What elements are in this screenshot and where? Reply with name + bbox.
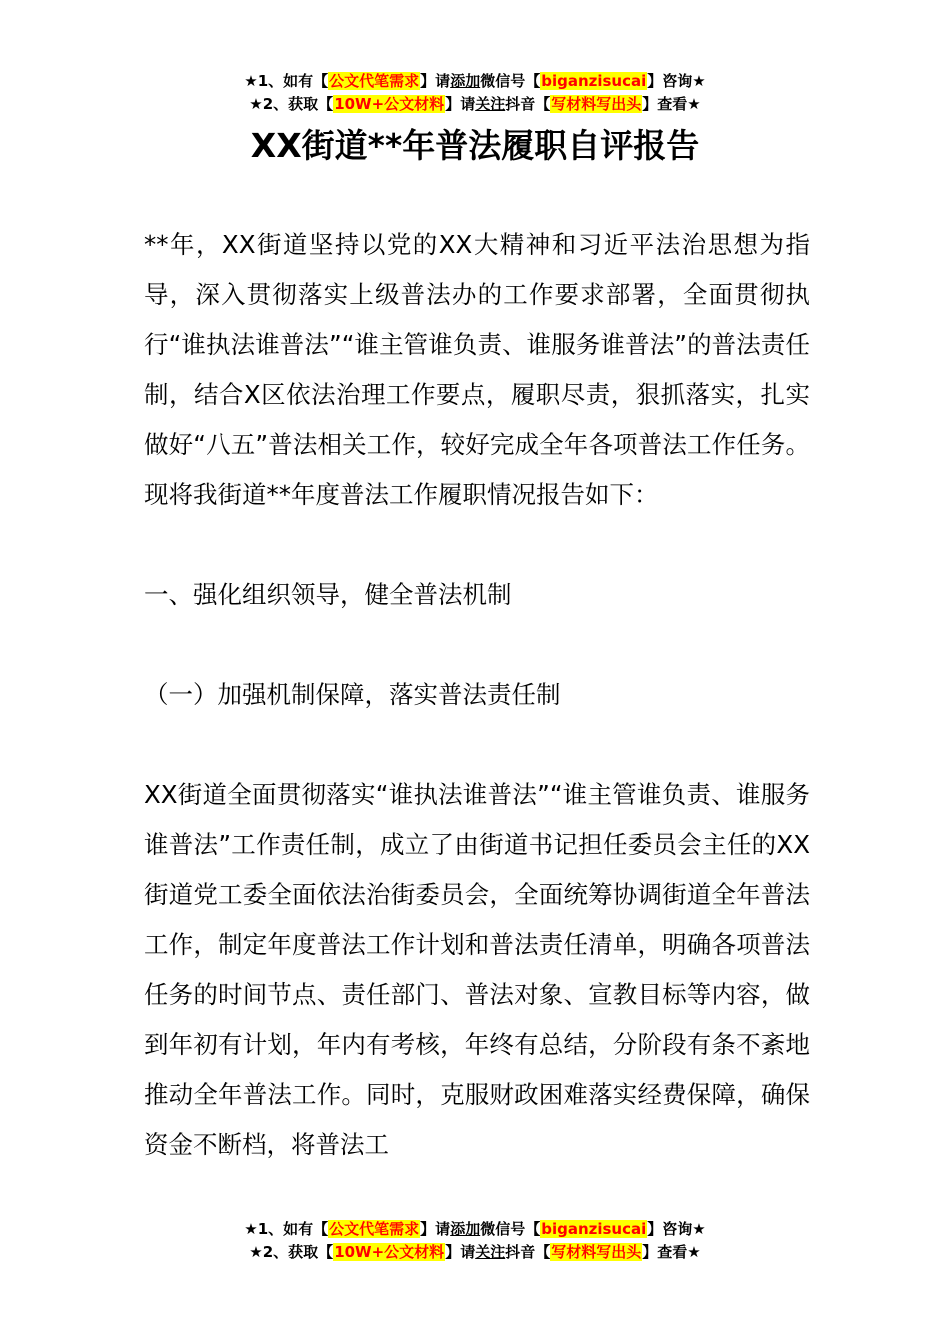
document-body (144, 220, 810, 1170)
promo-line-1: ★1、如有【公文代笔需求】请添加微信号【biganzisucai】咨询★ (244, 72, 706, 90)
promo-banner-top (0, 70, 950, 116)
intro-paragraph: **年，XX街道坚持以党的XX大精神和习近平法治思想为指导，深入贯彻落实上级普法办的工作要求部署，全面贯彻执行“谁执法谁普法”“谁主管谁负责、谁服务谁普法”的普法责任制，结合X区依法治理工作要点，履职尽责，狠抓落实，扎实做好“八五”普法相关工作，较好完成全年各项普法工作任务。现将我街道**年度普法工作履职情况报告如下： (144, 230, 810, 509)
promo-line-2: ★2、获取【10W+公文材料】请关注抖音【写材料写出头】查看★ (249, 95, 701, 113)
promo-highlight: 10W+公文材料 (334, 1243, 445, 1261)
promo-highlight: 写材料写出头 (551, 1243, 642, 1261)
promo-highlight: 10W+公文材料 (334, 95, 445, 113)
section-heading: 一、强化组织领导，健全普法机制 (144, 580, 512, 609)
paragraph-spacer (144, 520, 810, 570)
promo-banner-bottom (0, 1218, 950, 1264)
promo-line-2: ★2、获取【10W+公文材料】请关注抖音【写材料写出头】查看★ (249, 1243, 701, 1261)
document-title: XX街道**年普法履职自评报告 (250, 126, 700, 165)
promo-highlight: 写材料写出头 (551, 95, 642, 113)
body-paragraph: XX街道全面贯彻落实“谁执法谁普法”“谁主管谁负责、谁服务谁普法”工作责任制，成立了由街道书记担任委员会主任的XX街道党工委全面依法治街委员会，全面统筹协调街道全年普法工作，制定年度普法工作计划和普法责任清单，明确各项普法任务的时间节点、责任部门、普法对象、宣教目标等内容，做到年初有计划，年内有考核，年终有总结，分阶段有条不紊地推动全年普法工作。同时，克服财政困难落实经费保障，确保资金不断档，将普法工 (144, 780, 810, 1159)
promo-highlight: 公文代笔需求 (329, 1220, 420, 1238)
promo-highlight: biganzisucai (541, 1220, 647, 1238)
promo-line-1: ★1、如有【公文代笔需求】请添加微信号【biganzisucai】咨询★ (244, 1220, 706, 1238)
paragraph-spacer (144, 620, 810, 670)
promo-highlight: biganzisucai (541, 72, 647, 90)
subsection-heading: （一）加强机制保障，落实普法责任制 (144, 680, 561, 709)
paragraph-spacer (144, 720, 810, 770)
promo-highlight: 公文代笔需求 (329, 72, 420, 90)
